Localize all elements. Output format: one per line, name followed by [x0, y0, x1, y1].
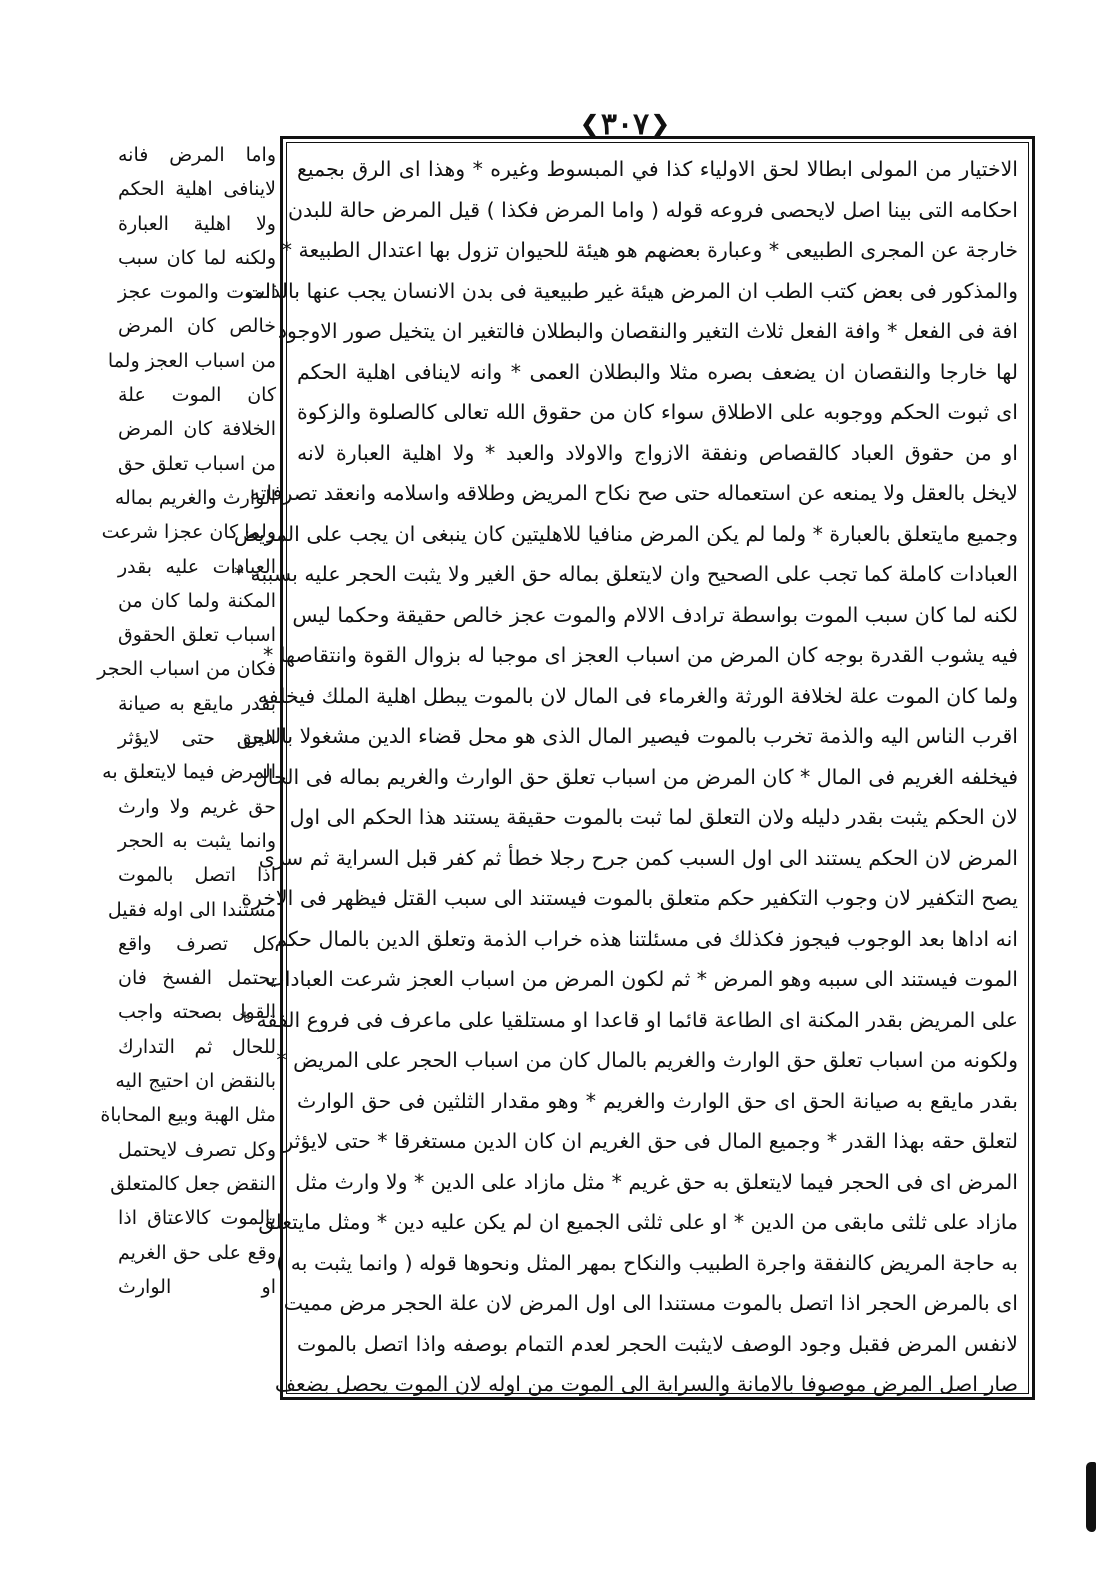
main-text-line: فيه يشوب القدرة بوجه كان المرض من اسباب العجز اى موجبا له بزوال القوة وانتقاصها * — [262, 643, 1018, 667]
main-text-line: المرض لان الحكم يستند الى اول السبب كمن جرح رجلا خطأ ثم كفر قبل السراية ثم سرى — [258, 845, 1018, 870]
main-text-line: اى ثبوت الحكم ووجوبه على الاطلاق سواء كان من حقوق الله تعالى كالصلوة والزكوة — [297, 400, 1018, 424]
main-text-line: صار اصل المرض موصوفا بالامانة والسراية الى الموت من اوله لان الموت يحصل بضعف — [274, 1372, 1018, 1396]
commentary-line: من اسباب العجز ولما — [107, 349, 276, 372]
main-text-line: ولما كان الموت علة لخلافة الورثة والغرماء فى المال لان بالموت يبطل اهلية الملك فيخلفه — [257, 683, 1018, 708]
commentary-line: وكل تصرف لايحتمل — [118, 1138, 276, 1161]
main-text-line: لانفس المرض فقبل وجود الوصف لايثبت الحجر لعدم التمام بوصفه واذا اتصل بالموت — [297, 1331, 1018, 1356]
commentary-line: الحق حتى لايؤثر — [118, 727, 276, 750]
commentary-line: المكنة ولما كان من — [118, 589, 276, 612]
commentary-line: اذا اتصل بالموت — [118, 864, 276, 887]
commentary-line: بالموت كالاعتاق اذا — [118, 1207, 276, 1230]
main-text-line: الاختيار من المولى ابطالا لحق الاولياء كذا في المبسوط وغيره * وهذا اى الرق بجميع — [297, 157, 1018, 181]
commentary-line: فكان من اسباب الحجر — [97, 658, 276, 681]
main-text-line: لتعلق حقه بهذا القدر * وجميع المال فى حق الغريم ان كان الدين مستغرقا * حتى لايؤثر — [283, 1129, 1018, 1153]
commentary-line: بالنقض ان احتيج اليه — [115, 1070, 276, 1093]
commentary-line: وقع على حق الغريم — [118, 1241, 276, 1264]
commentary-line: الموت والموت عجز — [118, 281, 276, 304]
commentary-line: خالص كان المرض — [118, 315, 276, 338]
main-text-line: خارجة عن المجرى الطبيعى * وعبارة بعضهم هو هيئة للحيوان تزول بها اعتدال الطبيعة * — [281, 238, 1018, 262]
commentary-line: لاينافى اهلية الحكم — [118, 178, 276, 201]
main-text-line: او من حقوق العباد كالقصاص ونفقة الازواج والاولاد والعبد * ولا اهلية العبارة لانه — [297, 440, 1018, 465]
main-text-block — [233, 149, 1018, 1405]
main-text-line: ولكونه من اسباب تعلق حق الوارث والغريم بالمال كان من اسباب الحجر على المريض * — [276, 1048, 1018, 1072]
commentary-line: ولا اهلية العبارة — [118, 212, 276, 235]
commentary-line: اسباب تعلق الحقوق — [118, 624, 276, 647]
main-text-line: على المريض بقدر المكنة اى الطاعة قائما او قاعدا او مستلقيا على ماعرف فى فروع الفقه * — [239, 1007, 1018, 1032]
main-text-line: افة فى الفعل * وافة الفعل ثلاث التغير والنقصان والبطلان فالتغير ان يتخيل صور الاوجود — [277, 319, 1018, 343]
main-text-line: يصح التكفير لان وجوب التكفير حكم متعلق بالموت فيستند الى سبب القتل فيظهر فى الاخرة — [241, 886, 1018, 910]
commentary-line: القول بصحته واجب — [118, 1001, 276, 1024]
commentary-line: مثل الهبة وبيع المحاباة — [100, 1104, 276, 1127]
main-text-frame — [233, 136, 1035, 1400]
left-ornament-icon: ❮ — [651, 111, 670, 137]
commentary-line: حق غريم ولا وارث — [118, 795, 276, 818]
main-text-line: لايخل بالعقل ولا يمنعه عن استعماله حتى صح نكاح المريض وطلاقه واسلامه وانعقد تصرفاته — [249, 481, 1018, 505]
main-text-line: فيخلفه الغريم فى المال * كان المرض من اسباب تعلق حق الوارث والغريم بماله فى الحال — [252, 764, 1018, 789]
commentary-line: النقض جعل كالمتعلق — [110, 1172, 276, 1195]
main-text-line: لها خارجا والنقصان ان يضعف بصره مثلا والبطلان العمى * وانه لاينافى اهلية الحكم — [297, 359, 1018, 384]
commentary-line: مستندا الى اوله فقيل — [107, 898, 276, 921]
main-text-line: لكنه لما كان سبب الموت بواسطة ترادف الالام والموت عجز خالص حقيقة وحكما ليس — [292, 602, 1018, 627]
commentary-line: المرض فيما لايتعلق به — [102, 761, 276, 784]
scan-edge-mark — [1086, 1462, 1096, 1532]
commentary-line: بقدر مايقع به صيانة — [118, 692, 276, 715]
commentary-line: ولما كان عجزا شرعت — [101, 521, 276, 544]
main-text-line: به حاجة المريض كالنفقة واجرة الطبيب والنكاح بمهر المثل ونحوها قوله ( وانما يثبت به ) — [276, 1250, 1018, 1275]
main-text-line: المرض اى فى الحجر فيما لايتعلق به حق غريم * مثل مازاد على الدين * ولا وارث مثل — [295, 1169, 1018, 1194]
commentary-line: او الوارث — [118, 1275, 276, 1298]
main-text-line: والمذكور فى بعض كتب الطب ان المرض هيئة غير طبيعية فى بدن الانسان يجب عنها بالذات — [245, 278, 1018, 303]
commentary-line: كل تصرف واقع — [118, 932, 276, 955]
commentary-line: يحتمل الفسخ فان — [118, 967, 276, 990]
main-text-line: الموت فيستند الى سببه وهو المرض * ثم لكون المرض من اسباب العجز شرعت العبادات — [265, 967, 1018, 991]
main-text-frame-inner — [233, 142, 1029, 1396]
commentary-line: وانما يثبت به الحجر — [118, 829, 276, 852]
main-text-line: اقرب الناس اليه والذمة تخرب بالموت فيصير المال الذى هو محل قضاء الدين مشغولا بالدين — [242, 724, 1018, 748]
commentary-line: ولكنه لما كان سبب — [118, 246, 276, 269]
commentary-line: واما المرض فانه — [118, 144, 276, 166]
commentary-column — [97, 138, 276, 1400]
main-text-line: بقدر مايقع به صيانة الحق اى حق الوارث والغريم * وهو مقدار الثلثين فى حق الوارث — [297, 1088, 1018, 1113]
commentary-line: من اسباب تعلق حق — [118, 452, 276, 475]
commentary-line: للحال ثم التدارك — [118, 1035, 276, 1058]
page-number-text: ٣٠٧ — [600, 106, 650, 142]
main-text-line: مازاد على ثلثى مابقى من الدين * او على ثلثى الجميع ان لم يكن عليه دين * ومثل مايتعلق — [258, 1210, 1018, 1234]
commentary-line: الوارث والغريم بماله — [114, 486, 276, 509]
commentary-line: كان الموت علة — [118, 384, 276, 407]
main-text-line: احكامه التى بينا اصل لايحصى فروعه قوله ( واما المرض فكذا ) قيل المرض حالة للبدن — [287, 197, 1018, 222]
commentary-text-block — [97, 138, 276, 1304]
main-text-line: انه اداها بعد الوجوب فيجوز فكذلك فى مسئلتنا هذه خراب الذمة وتعلق الدين بالمال حكم — [274, 926, 1018, 951]
commentary-line: الخلافة كان المرض — [118, 418, 276, 441]
main-text-line: العبادات كاملة كما تجب على الصحيح وان لايتعلق بماله حق الغير ولا يثبت الحجر عليه بسببه * — [233, 562, 1018, 586]
main-text-line: لان الحكم يثبت بقدر دليله ولان التعلق لما ثبت بالموت حقيقة يستند هذا الحكم الى اول — [289, 805, 1018, 829]
commentary-line: العبادات عليه بقدر — [118, 555, 276, 578]
main-text-line: اى بالمرض الحجر اذا اتصل بالموت مستندا الى اول المرض لان علة الحجر مرض مميت — [283, 1291, 1018, 1315]
right-ornament-icon: ❯ — [580, 111, 599, 137]
main-text-line: وجميع مايتعلق بالعبارة * ولما لم يكن المرض منافيا للاهليتين كان ينبغى ان يجب على المريض — [233, 521, 1018, 546]
